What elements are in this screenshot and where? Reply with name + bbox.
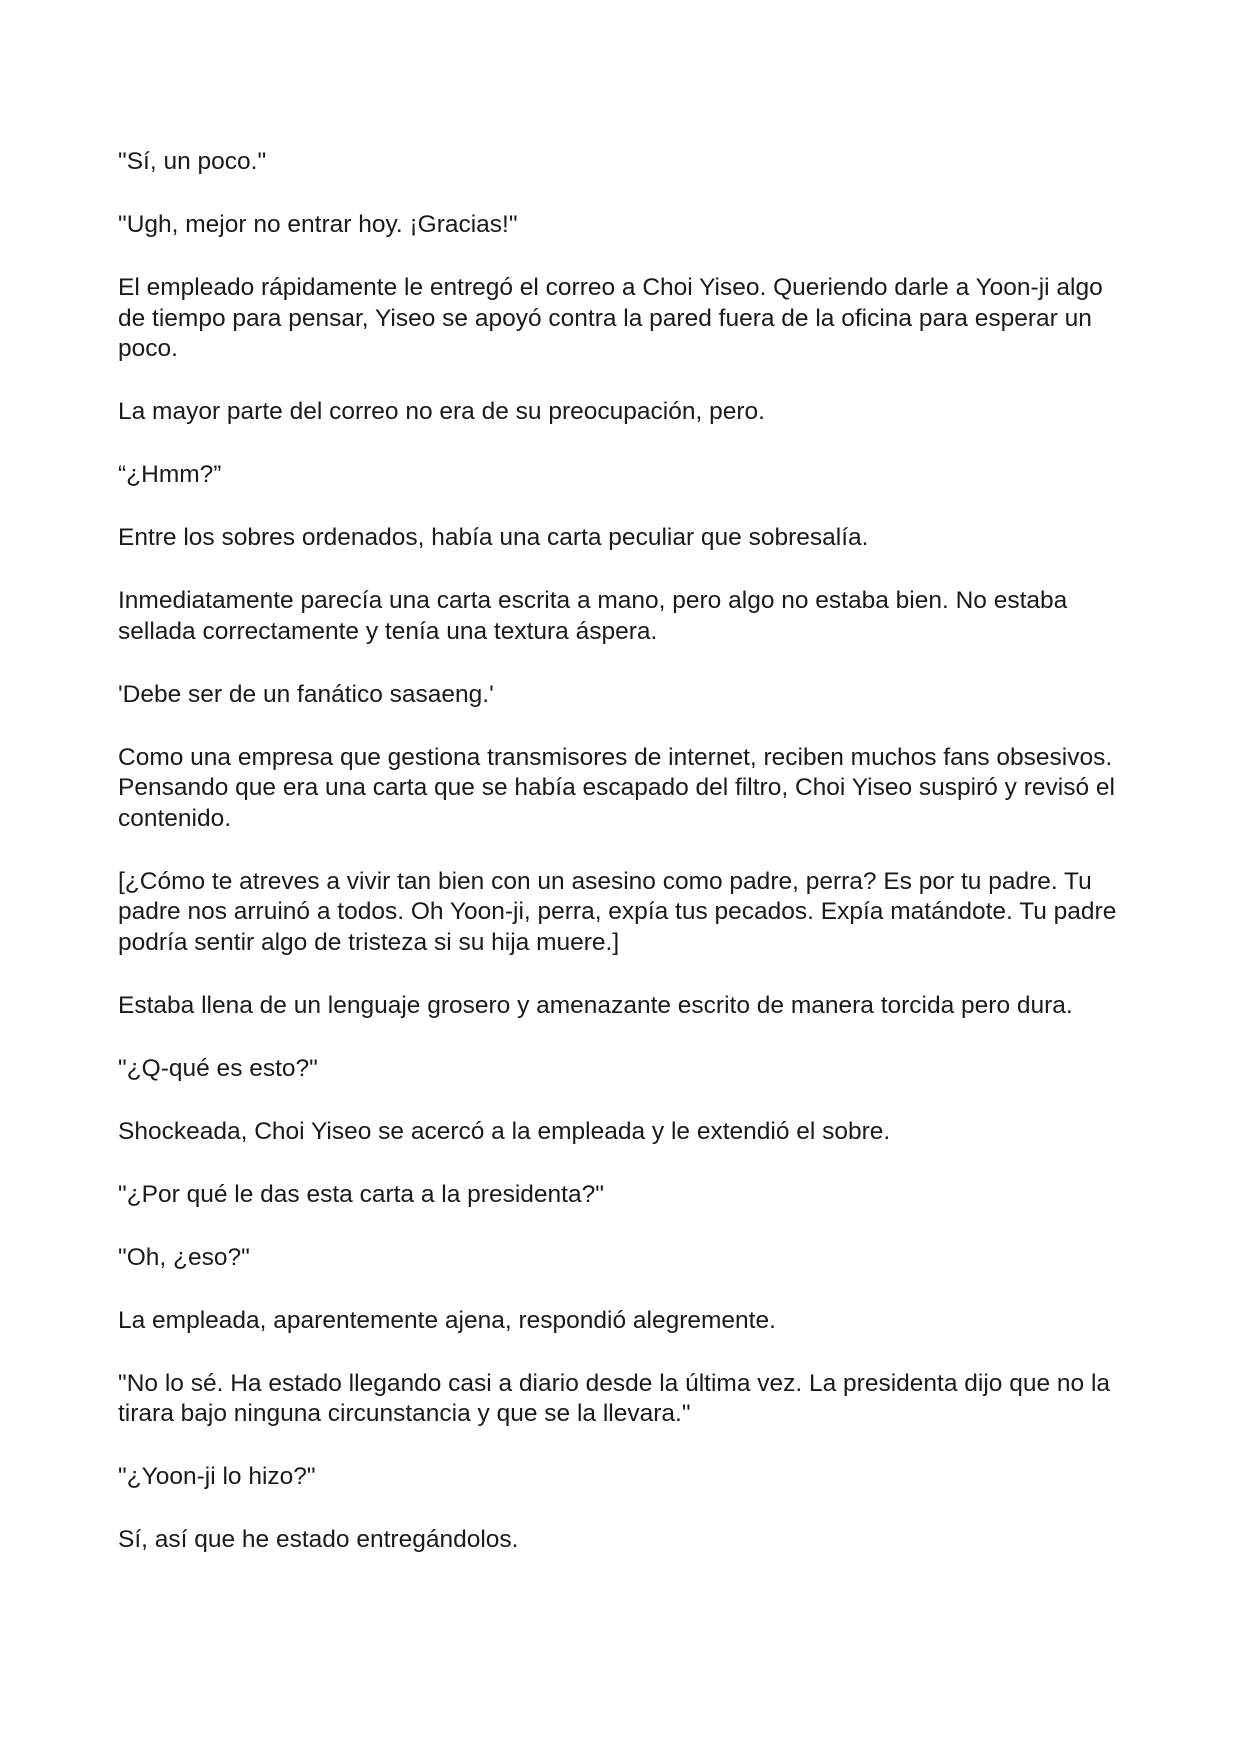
paragraph: "¿Yoon-ji lo hizo?" xyxy=(118,1463,316,1490)
paragraph: "Sí, un poco." xyxy=(118,148,267,175)
paragraph: “¿Hmm?” xyxy=(118,461,222,488)
paragraph: Shockeada, Choi Yiseo se acercó a la empleada y le extendió el sobre. xyxy=(118,1117,891,1145)
document-body xyxy=(118,147,1128,1588)
paragraph: Estaba llena de un lenguaje grosero y amenazante escrito de manera torcida pero dura. xyxy=(118,991,1073,1019)
paragraph: Sí, así que he estado entregándolos. xyxy=(118,1526,519,1553)
paragraph: Como una empresa que gestiona transmisores de internet, reciben muchos fans obsesivos. Pensando que era una carta que se había escapado del filtro, Choi Yiseo suspiró y revisó el contenido. xyxy=(118,743,1115,832)
paragraph: "Oh, ¿eso?" xyxy=(118,1243,250,1271)
paragraph: [¿Cómo te atreves a vivir tan bien con un asesino como padre, perra? Es por tu padre. Tu padre nos arruinó a todos. Oh Yoon-ji, perra, expía tus pecados. Expía matándote. Tu padre podría sentir algo de tristeza si su hija muere.] xyxy=(118,867,1117,956)
paragraph: El empleado rápidamente le entregó el correo a Choi Yiseo. Queriendo darle a Yoon-ji algo de tiempo para pensar, Yiseo se apoyó contra la pared fuera de la oficina para esperar un poco. xyxy=(118,274,1103,362)
paragraph: Inmediatamente parecía una carta escrita a mano, pero algo no estaba bien. No estaba sellada correctamente y tenía una textura áspera. xyxy=(118,587,1068,645)
paragraph: Entre los sobres ordenados, había una carta peculiar que sobresalía. xyxy=(118,524,869,551)
paragraph: 'Debe ser de un fanático sasaeng.' xyxy=(118,680,494,708)
paragraph: "No lo sé. Ha estado llegando casi a diario desde la última vez. La presidenta dijo que no la tirara bajo ninguna circunstancia y que se la llevara." xyxy=(118,1369,1111,1427)
paragraph: "Ugh, mejor no entrar hoy. ¡Gracias!" xyxy=(118,211,518,238)
paragraph: "¿Q-qué es esto?" xyxy=(118,1054,318,1082)
paragraph: La empleada, aparentemente ajena, respondió alegremente. xyxy=(118,1306,776,1334)
paragraph: "¿Por qué le das esta carta a la presidenta?" xyxy=(118,1180,604,1208)
paragraph: La mayor parte del correo no era de su preocupación, pero. xyxy=(118,398,765,425)
